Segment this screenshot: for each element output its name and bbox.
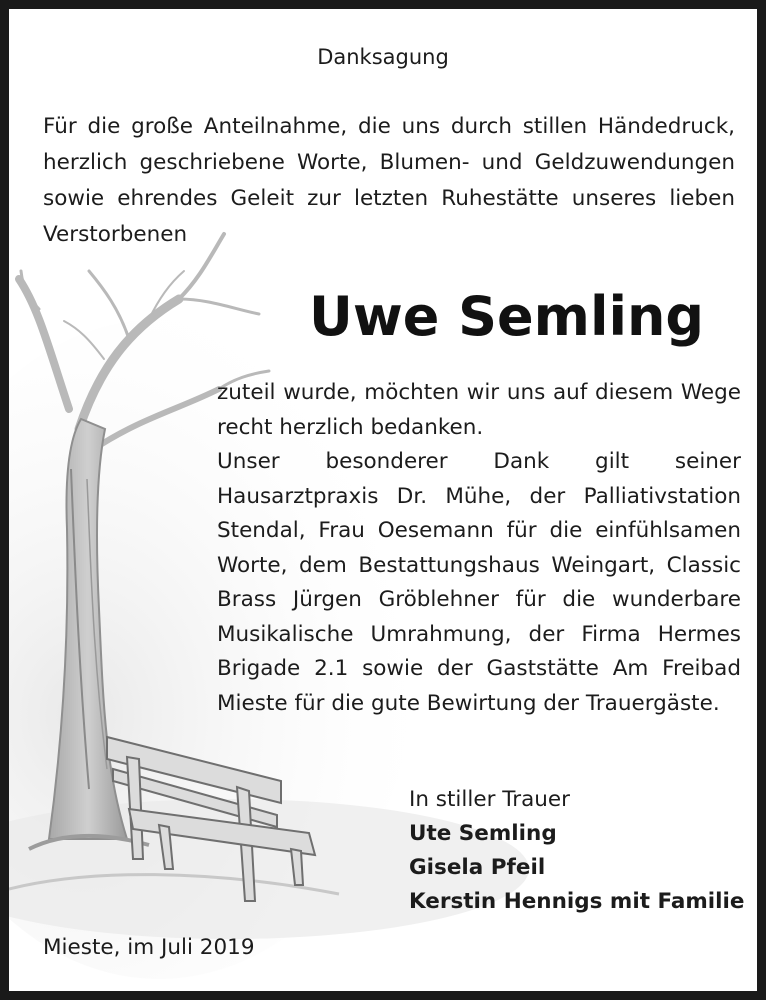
- thanks-body: [217, 376, 741, 721]
- place-date: Mieste, im Juli 2019: [43, 935, 255, 960]
- notice-heading: Danksagung: [317, 45, 449, 69]
- mourner-name: Ute Semling: [409, 821, 557, 846]
- thanks-paragraph-2: Unser besonderer Dank gilt seiner Hausarztpraxis Dr. Mühe, der Palliativstation Stendal, Frau Oesemann für die einfühlsamen Worte, dem Bestattungshaus Weingart, Classic Brass Jürgen Gröblehner für die wunderbare Musikalische Umrahmung, der Firma Hermes Brigade 2.1 sowie der Gaststätte Am Freibad Mieste für die gute Bewirtung der Trauergäste.: [217, 449, 741, 716]
- signoff: [409, 783, 745, 919]
- deceased-name: Uwe Semling: [309, 285, 705, 348]
- signoff-intro: In stiller Trauer: [409, 787, 570, 812]
- intro-paragraph: Für die große Anteilnahme, die uns durch stillen Händedruck, herzlich geschriebene Worte, Blumen- und Geldzuwendungen sowie ehrendes Geleit zur letzten Ruhestätte unseres lieben Verstorbenen: [43, 114, 735, 247]
- thanks-paragraph-1: zuteil wurde, möchten wir uns auf diesem Wege recht herzlich bedanken.: [217, 380, 741, 440]
- mourner-name: Kerstin Hennigs mit Familie: [409, 889, 745, 914]
- mourner-name: Gisela Pfeil: [409, 855, 546, 880]
